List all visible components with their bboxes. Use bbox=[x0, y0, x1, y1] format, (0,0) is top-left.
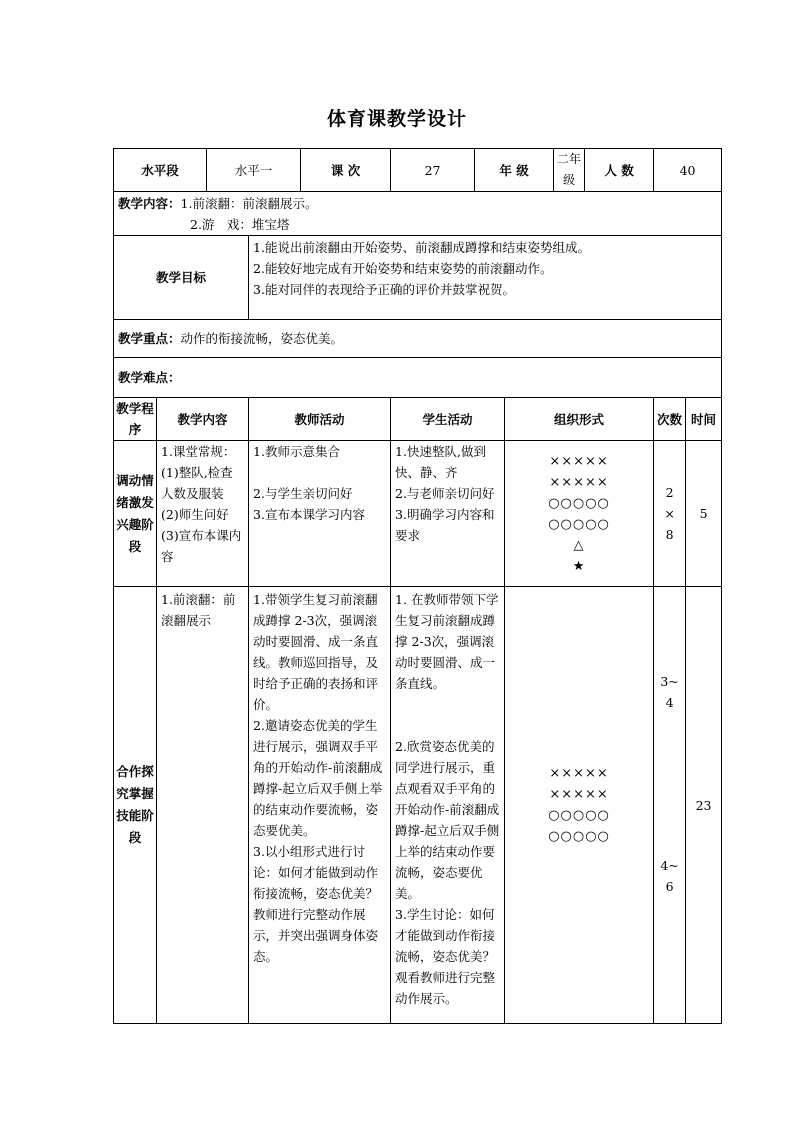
goal-item: 2.能较好地完成有开始姿势和结束姿势的前滚翻动作。 bbox=[253, 261, 553, 276]
stage2-formation bbox=[505, 587, 654, 1024]
col-times: 次数 bbox=[654, 398, 686, 441]
difficulty-label: 教学难点： bbox=[118, 370, 181, 385]
col-time: 时间 bbox=[686, 398, 722, 441]
page-title: 体育课教学设计 bbox=[326, 108, 467, 130]
lesson-plan-table bbox=[113, 148, 722, 1024]
stage2-times-a: 3~ 4 bbox=[660, 674, 679, 710]
content-line-1: 1.前滚翻：前滚翻展示。 bbox=[180, 195, 318, 211]
stage1-time: 5 bbox=[686, 441, 722, 587]
difficulty bbox=[114, 358, 722, 398]
key-point-text: 动作的衔接流畅，姿态优美。 bbox=[180, 331, 344, 346]
stage2-content: 1.前滚翻：前滚翻展示 bbox=[157, 587, 249, 1024]
stage2-times-b: 4~ 6 bbox=[660, 858, 679, 894]
teaching-content bbox=[114, 192, 722, 236]
stage1-content: 1.课堂常规：(1)整队,检查人数及服装 (2)师生问好 (3)宣布本课内容 bbox=[157, 441, 249, 587]
col-student: 学生活动 bbox=[391, 398, 505, 441]
formation-row: ××××× bbox=[549, 474, 609, 490]
stage2-time: 23 bbox=[686, 587, 722, 1024]
grade-label: 年 级 bbox=[475, 149, 554, 192]
formation-row: ○○○○○ bbox=[548, 829, 610, 844]
triangle-marker: △ bbox=[573, 537, 585, 553]
content-line-2: 2.游 戏：堆宝塔 bbox=[190, 216, 290, 232]
col-procedure: 教学程序 bbox=[114, 398, 157, 441]
col-organization: 组织形式 bbox=[505, 398, 654, 441]
stage1-times: 2 × 8 bbox=[654, 441, 686, 587]
stage1-formation bbox=[505, 441, 654, 587]
stage1-student: 1.快速整队,做到快、静、齐 2.与老师亲切问好 3.明确学习内容和要求 bbox=[391, 441, 505, 587]
stage1-teacher: 1.教师示意集合 2.与学生亲切问好 3.宣布本课学习内容 bbox=[249, 441, 391, 587]
lesson-label: 课 次 bbox=[301, 149, 391, 192]
level-value: 水平一 bbox=[207, 149, 301, 192]
key-point bbox=[114, 320, 722, 358]
key-point-label: 教学重点： bbox=[118, 331, 181, 346]
goal-item: 1.能说出前滚翻由开始姿势、前滚翻成蹲撑和结束姿势组成。 bbox=[253, 240, 590, 255]
stage2-procedure: 合作探究掌握技能阶段 bbox=[114, 587, 157, 1024]
goals-label: 教学目标 bbox=[114, 236, 249, 320]
col-content: 教学内容 bbox=[157, 398, 249, 441]
stage2-teacher: 1.带领学生复习前滚翻成蹲撑 2-3次，强调滚动时要圆滑、成一条直线。教师巡回指导，及时给予正确的表扬和评价。 2.邀请姿态优美的学生进行展示，强调双手平角的开始动作-前滚翻成蹲撑-起立后双手侧上举的结束动作要流畅，姿态要优美。 3.以小组形式进行讨论：如何才能做到动作衔接流畅，姿态优美？教师进行完整动作展示，并突出强调身体姿态。 bbox=[249, 587, 391, 1024]
formation-row: ○○○○○ bbox=[548, 808, 610, 823]
formation-row: ××××× bbox=[549, 453, 609, 469]
goal-item: 3.能对同伴的表现给予正确的评价并鼓掌祝贺。 bbox=[253, 282, 515, 297]
formation-row: ××××× bbox=[549, 787, 609, 802]
star-marker: ★ bbox=[572, 558, 586, 574]
content-label: 教学内容： bbox=[118, 195, 181, 211]
level-label: 水平段 bbox=[114, 149, 207, 192]
stage1-procedure: 调动情绪激发兴趣阶段 bbox=[114, 441, 157, 587]
count-value: 40 bbox=[654, 149, 722, 192]
col-teacher: 教师活动 bbox=[249, 398, 391, 441]
formation-row: ××××× bbox=[549, 766, 609, 781]
formation-row: ○○○○○ bbox=[548, 495, 610, 511]
count-label: 人 数 bbox=[585, 149, 654, 192]
goals-list bbox=[249, 236, 722, 320]
stage2-times bbox=[654, 587, 686, 1024]
stage2-student: 1. 在教师带领下学生复习前滚翻成蹲撑 2-3次，强调滚动时要圆滑、成一条直线。 2.欣赏姿态优美的同学进行展示，重点观看双手平角的开始动作-前滚翻成蹲撑-起立后双手侧上举的结束动作要流畅，姿态要优美。 3.学生讨论：如何才能做到动作衔接流畅，姿态优美？观看教师进行完整动作展示。 bbox=[391, 587, 505, 1024]
lesson-value: 27 bbox=[391, 149, 475, 192]
grade-value: 二年级 bbox=[554, 149, 585, 192]
formation-row: ○○○○○ bbox=[548, 516, 610, 532]
